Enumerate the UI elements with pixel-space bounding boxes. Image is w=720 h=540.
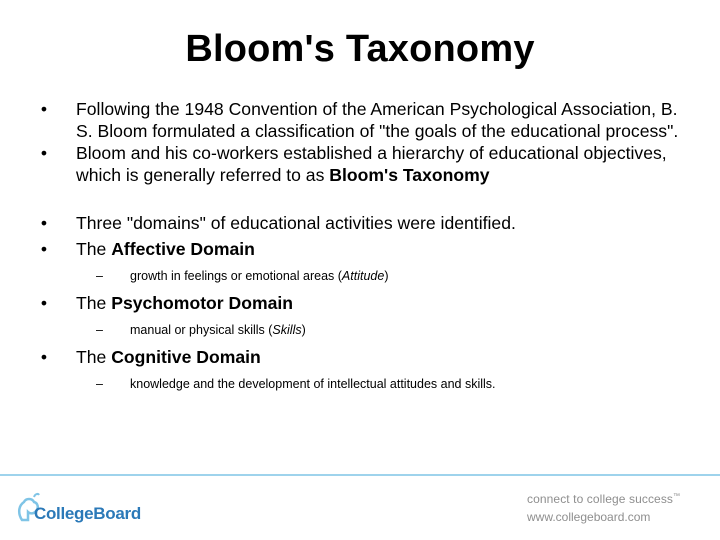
- dash-icon: –: [96, 323, 103, 337]
- sub-text: manual or physical skills (: [130, 323, 273, 337]
- sub-text-end: ): [301, 323, 306, 337]
- bullet-icon: •: [40, 239, 48, 259]
- bullet-text: Three "domains" of educational activities were identified.: [76, 213, 516, 233]
- sub-text-end: ): [384, 269, 389, 283]
- bullet-bold-text: Cognitive Domain: [111, 347, 261, 367]
- brand-name: CollegeBoard: [34, 504, 141, 523]
- bullet-bold-text: Psychomotor Domain: [111, 293, 294, 313]
- sub-italic-text: Attitude: [341, 269, 385, 283]
- bullet-text: Following the 1948 Convention of the American Psychological Association, B. S. Bloom formulated a classification of "the goals of the educational process".: [76, 99, 679, 141]
- tagline-text: connect to college success: [527, 492, 674, 506]
- bullet-text: The: [76, 239, 112, 259]
- bullet-icon: •: [40, 143, 48, 163]
- bullet-icon: •: [40, 213, 48, 233]
- sub-bullet-item: [34, 376, 694, 392]
- bullet-bold-text: Affective Domain: [111, 239, 255, 259]
- bullet-item: [34, 238, 694, 260]
- bullet-bold-text: Bloom's Taxonomy: [329, 165, 490, 185]
- bullet-item: [34, 98, 694, 142]
- bullet-text: Bloom and his co-workers established a hierarchy of educational objectives, which is generally referred to as: [76, 143, 667, 185]
- dash-icon: –: [96, 269, 103, 283]
- dash-icon: –: [96, 377, 103, 391]
- slide-title: Bloom's Taxonomy: [185, 28, 535, 70]
- footer-url[interactable]: www.collegeboard.com: [527, 510, 651, 524]
- footer-divider: [0, 474, 720, 476]
- trademark-mark: ™: [673, 493, 681, 500]
- bullet-item: [34, 212, 694, 234]
- bullet-item: [34, 292, 694, 314]
- bullet-icon: •: [40, 293, 48, 313]
- sub-text: growth in feelings or emotional areas (: [130, 269, 342, 283]
- bullet-item: [34, 142, 694, 186]
- bullet-icon: •: [40, 99, 48, 119]
- tagline: [527, 492, 680, 506]
- sub-bullet-item: [34, 268, 694, 284]
- bullet-text: The: [76, 347, 112, 367]
- sub-text: knowledge and the development of intellectual attitudes and skills.: [130, 377, 496, 391]
- bullet-text: The: [76, 293, 112, 313]
- sub-bullet-item: [34, 322, 694, 338]
- sub-italic-text: Skills: [272, 323, 302, 337]
- bullet-icon: •: [40, 347, 48, 367]
- slide-content: [34, 98, 694, 392]
- bullet-item: [34, 346, 694, 368]
